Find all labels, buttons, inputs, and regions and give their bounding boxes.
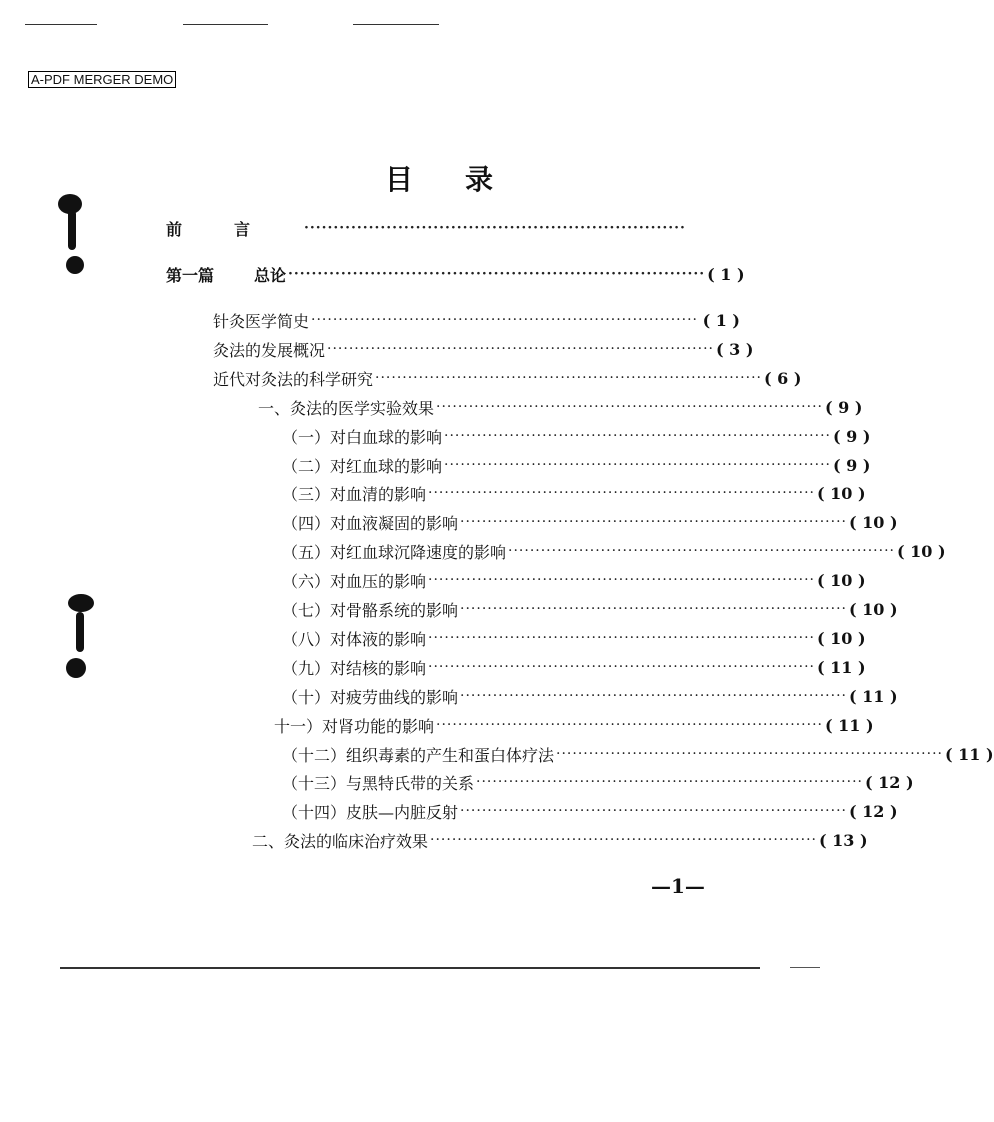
- toc-entry-label: （十三）与黑特氏带的关系: [282, 773, 475, 793]
- scan-rule-3: [353, 24, 439, 25]
- toc-entry: [282, 452, 871, 478]
- toc-leader: ·······································································: [311, 312, 698, 328]
- toc-page-number: ( 10 ): [816, 570, 866, 590]
- toc-entry-label: 近代对灸法的科学研究: [213, 369, 374, 389]
- toc-leader: ·······································································: [436, 399, 823, 415]
- toc-page-number: ( 9 ): [832, 455, 871, 475]
- toc-entry: [213, 365, 802, 391]
- toc-leader: ·······································································: [460, 688, 847, 704]
- toc-leader: ·······································································: [375, 370, 762, 386]
- toc-entry: [282, 741, 994, 767]
- toc-entry: [282, 769, 914, 795]
- toc-page-number: ( 10 ): [816, 483, 866, 503]
- ink-blot: [66, 658, 86, 678]
- toc-leader: ·······································································: [460, 601, 847, 617]
- toc-entry-label: （二）对红血球的影响: [282, 456, 443, 476]
- toc-entry: [282, 625, 866, 651]
- toc-page-number: ( 13 ): [818, 830, 868, 850]
- toc-leader: ·······································································: [556, 746, 943, 762]
- toc-leader: ·································································: [304, 220, 686, 236]
- toc-leader: ·······································································: [428, 659, 815, 675]
- toc-leader: ·······································································: [508, 543, 895, 559]
- toc-page-number: ( 9 ): [824, 397, 863, 417]
- toc-leader: ·······································································: [327, 341, 714, 357]
- toc-page-number: ( 1 ): [702, 310, 740, 330]
- toc-entry: [282, 654, 866, 680]
- toc-page-number: ( 10 ): [896, 541, 946, 561]
- toc-entry-label: （八）对体液的影响: [282, 629, 427, 649]
- toc-page-number: ( 10 ): [816, 628, 866, 648]
- toc-part-number: 第一篇: [166, 265, 215, 285]
- toc-entry: [282, 538, 946, 564]
- toc-entry: [274, 712, 874, 738]
- toc-leader: ·······································································: [436, 717, 823, 733]
- toc-page-number: ( 10 ): [848, 512, 898, 532]
- watermark: A-PDF MERGER DEMO: [28, 71, 176, 88]
- toc-entry-label: 针灸医学简史: [213, 311, 310, 331]
- toc-entry: [282, 596, 898, 622]
- ink-blot: [68, 210, 76, 250]
- toc-leader: ·······································································: [444, 457, 831, 473]
- toc-page-number: ( 1 ): [707, 264, 745, 284]
- toc-entry-label: （一）对白血球的影响: [282, 427, 443, 447]
- page-title: 目录: [385, 163, 546, 196]
- scan-rule-1: [25, 24, 97, 25]
- toc-entry: [282, 798, 898, 824]
- toc-entry: [282, 683, 898, 709]
- toc-entry-label: 灸法的发展概况: [213, 340, 326, 360]
- toc-entry-label: 一、灸法的医学实验效果: [258, 398, 435, 418]
- toc-entry: [213, 307, 740, 333]
- toc-entry: [282, 423, 871, 449]
- scan-rule-bottom: [60, 967, 760, 969]
- toc-page-number: ( 11 ): [816, 657, 866, 677]
- toc-entry: [282, 567, 866, 593]
- toc-leader: ·······································································: [460, 514, 847, 530]
- toc-entry-label: 二、灸法的临床治疗效果: [252, 831, 429, 851]
- ink-blot: [66, 256, 84, 274]
- scan-rule-2: [183, 24, 268, 25]
- ink-blot: [76, 612, 84, 652]
- toc-page-number: ( 11 ): [944, 744, 994, 764]
- toc-leader: ·······································································: [444, 428, 831, 444]
- toc-entry: [282, 480, 866, 506]
- toc-entry-label: （十二）组织毒素的产生和蛋白体疗法: [282, 745, 555, 765]
- toc-entry-label: （十）对疲劳曲线的影响: [282, 687, 459, 707]
- toc-leader: ·······································································: [428, 572, 815, 588]
- toc-entry-label: （七）对骨骼系统的影响: [282, 600, 459, 620]
- toc-preface: [166, 215, 686, 241]
- toc-page-number: ( 11 ): [848, 686, 898, 706]
- toc-page-number: ( 11 ): [824, 715, 874, 735]
- toc-page-number: ( 10 ): [848, 599, 898, 619]
- toc-leader: ·······································································: [288, 266, 706, 282]
- page-number: —1—: [651, 874, 705, 898]
- ink-blot: [68, 594, 94, 612]
- toc-leader: ·······································································: [430, 832, 817, 848]
- toc-page-number: ( 9 ): [832, 426, 871, 446]
- toc-page-number: ( 6 ): [763, 368, 802, 388]
- toc-entry: [258, 394, 863, 420]
- toc-entry-label: （五）对红血球沉降速度的影响: [282, 542, 507, 562]
- toc-entry: [282, 509, 898, 535]
- toc-part-1: [166, 261, 745, 287]
- toc-leader: ·······································································: [428, 485, 815, 501]
- toc-entry-label: （九）对结核的影响: [282, 658, 427, 678]
- toc-entry-label: （三）对血清的影响: [282, 484, 427, 504]
- toc-leader: ·······································································: [428, 630, 815, 646]
- toc-leader: ·······································································: [460, 803, 847, 819]
- toc-page-number: ( 12 ): [848, 801, 898, 821]
- toc-entry-label: （十四）皮肤—内脏反射: [282, 802, 459, 822]
- toc-page-number: ( 12 ): [864, 772, 914, 792]
- toc-preface-label: 前言: [166, 219, 303, 239]
- toc-entry: [213, 336, 754, 362]
- scan-rule-tail: [790, 967, 820, 968]
- toc-entry-label: （四）对血液凝固的影响: [282, 513, 459, 533]
- toc-entry-label: 十一）对肾功能的影响: [274, 716, 435, 736]
- toc-page-number: ( 3 ): [715, 339, 754, 359]
- toc-part-title: 总论: [254, 265, 287, 285]
- toc-entry: [252, 827, 868, 853]
- toc-leader: ·······································································: [476, 774, 863, 790]
- toc-entry-label: （六）对血压的影响: [282, 571, 427, 591]
